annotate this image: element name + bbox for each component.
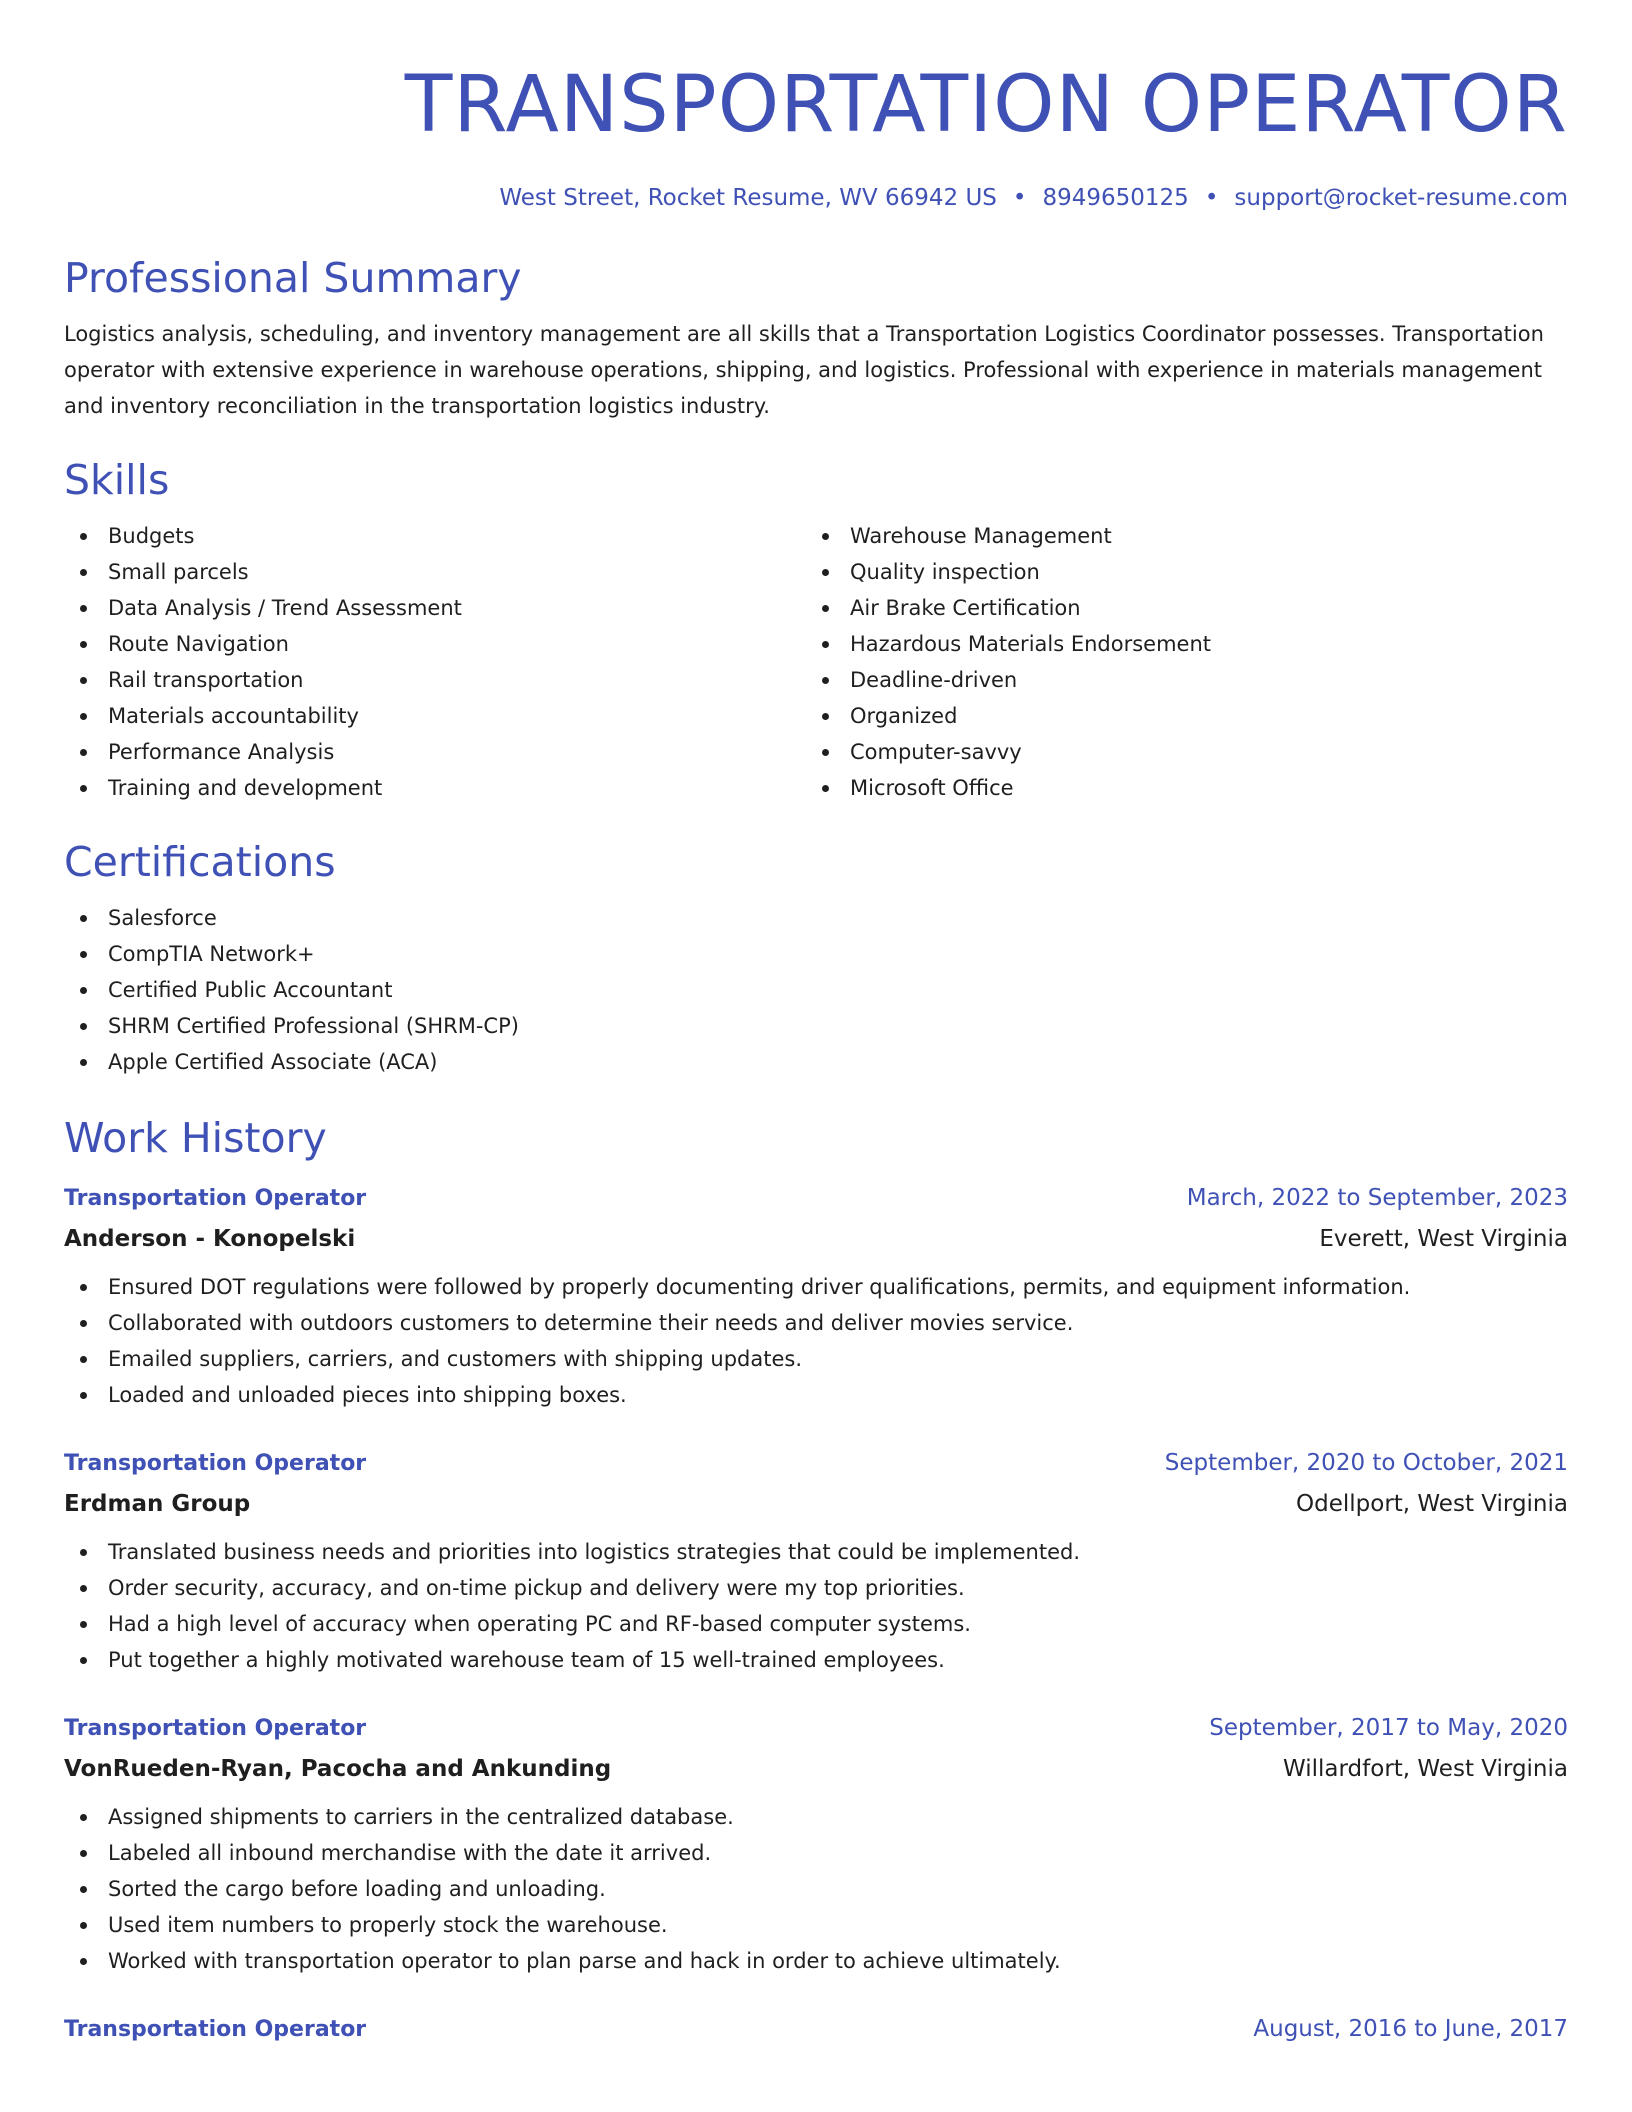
job-location: Everett, West Virginia bbox=[1319, 1226, 1568, 1252]
certification-item: Salesforce bbox=[64, 900, 1568, 936]
job-bullet: Labeled all inbound merchandise with the date it arrived. bbox=[64, 1835, 1568, 1871]
summary-text: Logistics analysis, scheduling, and inventory management are all skills that a Transportation Logistics Coordinator possesses. Transportation operator with extensive experience in warehouse operations, shipping, and logistics. Professional with experience in materials management and inventory reconciliation in the transportation logistics industry. bbox=[64, 322, 1544, 418]
certification-item: SHRM Certified Professional (SHRM-CP) bbox=[64, 1008, 1568, 1044]
job-entry bbox=[64, 1178, 1568, 1413]
job-dates: March, 2022 to September, 2023 bbox=[1186, 1185, 1568, 1211]
job-bullets bbox=[64, 1269, 1568, 1413]
skills-section bbox=[64, 454, 1568, 806]
skill-item: Computer-savvy bbox=[806, 734, 1548, 770]
job-location: Willardfort, West Virginia bbox=[1283, 1756, 1568, 1782]
skill-item: Materials accountability bbox=[64, 698, 806, 734]
skill-item: Rail transportation bbox=[64, 662, 806, 698]
skill-item: Data Analysis / Trend Assessment bbox=[64, 590, 806, 626]
skill-item: Budgets bbox=[64, 518, 806, 554]
contact-address: West Street, Rocket Resume, WV 66942 US bbox=[499, 185, 997, 211]
certification-item: Certified Public Accountant bbox=[64, 972, 1568, 1008]
work-history-heading: Work History bbox=[64, 1114, 327, 1162]
job-company: VonRueden-Ryan, Pacocha and Ankunding bbox=[64, 1756, 612, 1782]
contact-separator: • bbox=[1012, 185, 1027, 211]
resume-page bbox=[64, 0, 1568, 2050]
certification-item: CompTIA Network+ bbox=[64, 936, 1568, 972]
job-bullet: Worked with transportation operator to plan parse and hack in order to achieve ultimately. bbox=[64, 1943, 1568, 1979]
job-bullet: Put together a highly motivated warehouse team of 15 well-trained employees. bbox=[64, 1642, 1568, 1678]
skill-item: Air Brake Certification bbox=[806, 590, 1548, 626]
job-title: Transportation Operator bbox=[64, 1451, 367, 1476]
job-title: Transportation Operator bbox=[64, 1716, 367, 1741]
job-bullet: Emailed suppliers, carriers, and customers with shipping updates. bbox=[64, 1341, 1568, 1377]
job-bullet: Assigned shipments to carriers in the centralized database. bbox=[64, 1799, 1568, 1835]
certifications-section bbox=[64, 836, 1568, 1080]
skills-list-right bbox=[806, 518, 1548, 806]
skill-item: Small parcels bbox=[64, 554, 806, 590]
skill-item: Route Navigation bbox=[64, 626, 806, 662]
job-dates: September, 2020 to October, 2021 bbox=[1164, 1450, 1568, 1476]
job-company: Erdman Group bbox=[64, 1491, 251, 1517]
job-dates: September, 2017 to May, 2020 bbox=[1209, 1715, 1568, 1741]
summary-heading: Professional Summary bbox=[64, 254, 522, 302]
skills-columns bbox=[64, 518, 1568, 806]
contact-email[interactable]: support@rocket-resume.com bbox=[1234, 185, 1568, 211]
job-location: Odellport, West Virginia bbox=[1296, 1491, 1568, 1517]
job-entry bbox=[64, 1708, 1568, 1979]
job-bullet: Used item numbers to properly stock the warehouse. bbox=[64, 1907, 1568, 1943]
skill-item: Warehouse Management bbox=[806, 518, 1548, 554]
certifications-list bbox=[64, 900, 1568, 1080]
job-bullet: Loaded and unloaded pieces into shipping boxes. bbox=[64, 1377, 1568, 1413]
skill-item: Hazardous Materials Endorsement bbox=[806, 626, 1548, 662]
contact-separator: • bbox=[1204, 185, 1219, 211]
job-bullet: Ensured DOT regulations were followed by properly documenting driver qualifications, permits, and equipment information. bbox=[64, 1269, 1568, 1305]
skill-item: Deadline-driven bbox=[806, 662, 1548, 698]
job-title: Transportation Operator bbox=[64, 1186, 367, 1211]
work-history-section bbox=[64, 1112, 1568, 2050]
certification-item: Apple Certified Associate (ACA) bbox=[64, 1044, 1568, 1080]
contact-phone[interactable]: 8949650125 bbox=[1042, 185, 1189, 211]
job-company: Anderson - Konopelski bbox=[64, 1226, 356, 1252]
job-bullet: Sorted the cargo before loading and unloading. bbox=[64, 1871, 1568, 1907]
job-bullet: Translated business needs and priorities into logistics strategies that could be implemented. bbox=[64, 1534, 1568, 1570]
job-dates: August, 2016 to June, 2017 bbox=[1253, 2016, 1568, 2042]
contact-line bbox=[64, 182, 1568, 214]
skill-item: Quality inspection bbox=[806, 554, 1548, 590]
job-bullet: Had a high level of accuracy when operating PC and RF-based computer systems. bbox=[64, 1606, 1568, 1642]
skill-item: Training and development bbox=[64, 770, 806, 806]
job-entry bbox=[64, 2009, 1568, 2050]
certifications-heading: Certifications bbox=[64, 838, 336, 886]
job-title: Transportation Operator bbox=[64, 2017, 367, 2042]
summary-section bbox=[64, 252, 1568, 424]
job-bullets bbox=[64, 1799, 1568, 1979]
job-bullet: Collaborated with outdoors customers to determine their needs and deliver movies service. bbox=[64, 1305, 1568, 1341]
skill-item: Microsoft Office bbox=[806, 770, 1548, 806]
job-entry bbox=[64, 1443, 1568, 1678]
job-bullet: Order security, accuracy, and on-time pickup and delivery were my top priorities. bbox=[64, 1570, 1568, 1606]
skill-item: Performance Analysis bbox=[64, 734, 806, 770]
job-bullets bbox=[64, 1534, 1568, 1678]
skills-list-left bbox=[64, 518, 806, 806]
resume-name: TRANSPORTATION OPERATOR bbox=[404, 60, 1568, 150]
skill-item: Organized bbox=[806, 698, 1548, 734]
skills-heading: Skills bbox=[64, 456, 170, 504]
